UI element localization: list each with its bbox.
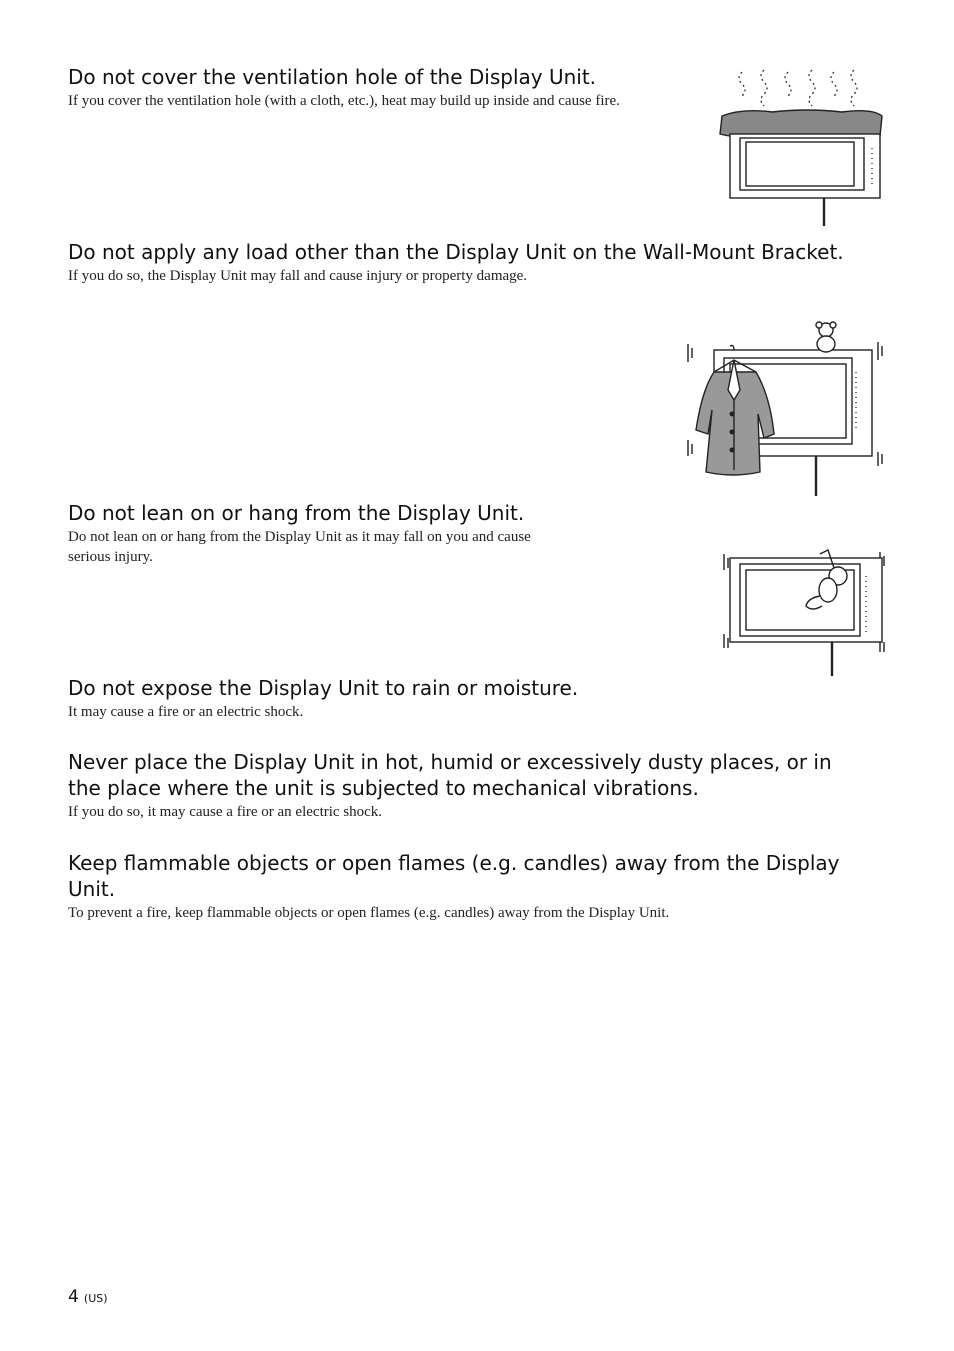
warning-body: To prevent a fire, keep flammable objects or open flames (e.g. candles) away from the Display Unit. <box>68 905 670 921</box>
warning-lean <box>68 500 568 567</box>
warning-heading: Keep flammable objects or open flames (e.g. candles) away from the Display Unit. <box>68 851 840 901</box>
warning-heading: Do not cover the ventilation hole of the Display Unit. <box>68 65 597 89</box>
warning-ventilation <box>68 64 628 111</box>
warning-heading: Never place the Display Unit in hot, humid or excessively dusty places, or in the place where the unit is subjected to mechanical vibrations. <box>68 750 832 800</box>
warning-flammables <box>68 850 878 923</box>
warning-body: If you do so, the Display Unit may fall and cause injury or property damage. <box>68 268 528 284</box>
page-number: 4 <box>68 1287 79 1307</box>
warning-heading: Do not expose the Display Unit to rain or moisture. <box>68 676 579 700</box>
display-covered-illustration <box>712 64 892 230</box>
warning-heading: Do not lean on or hang from the Display Unit. <box>68 501 525 525</box>
warning-environment <box>68 749 868 822</box>
warning-moisture <box>68 675 848 722</box>
child-hanging-illustration <box>716 546 892 680</box>
warning-body: It may cause a fire or an electric shock. <box>68 704 304 720</box>
region-code: (US) <box>83 1292 108 1305</box>
page-footer <box>68 1287 108 1307</box>
warning-heading: Do not apply any load other than the Display Unit on the Wall-Mount Bracket. <box>68 240 844 264</box>
coat-on-display-illustration <box>678 320 892 498</box>
warning-body: If you do so, it may cause a fire or an electric shock. <box>68 804 383 820</box>
warning-body: If you cover the ventilation hole (with a cloth, etc.), heat may build up inside and cause fire. <box>68 93 620 109</box>
warning-body: Do not lean on or hang from the Display Unit as it may fall on you and cause serious injury. <box>68 529 531 565</box>
warning-load <box>68 239 848 286</box>
